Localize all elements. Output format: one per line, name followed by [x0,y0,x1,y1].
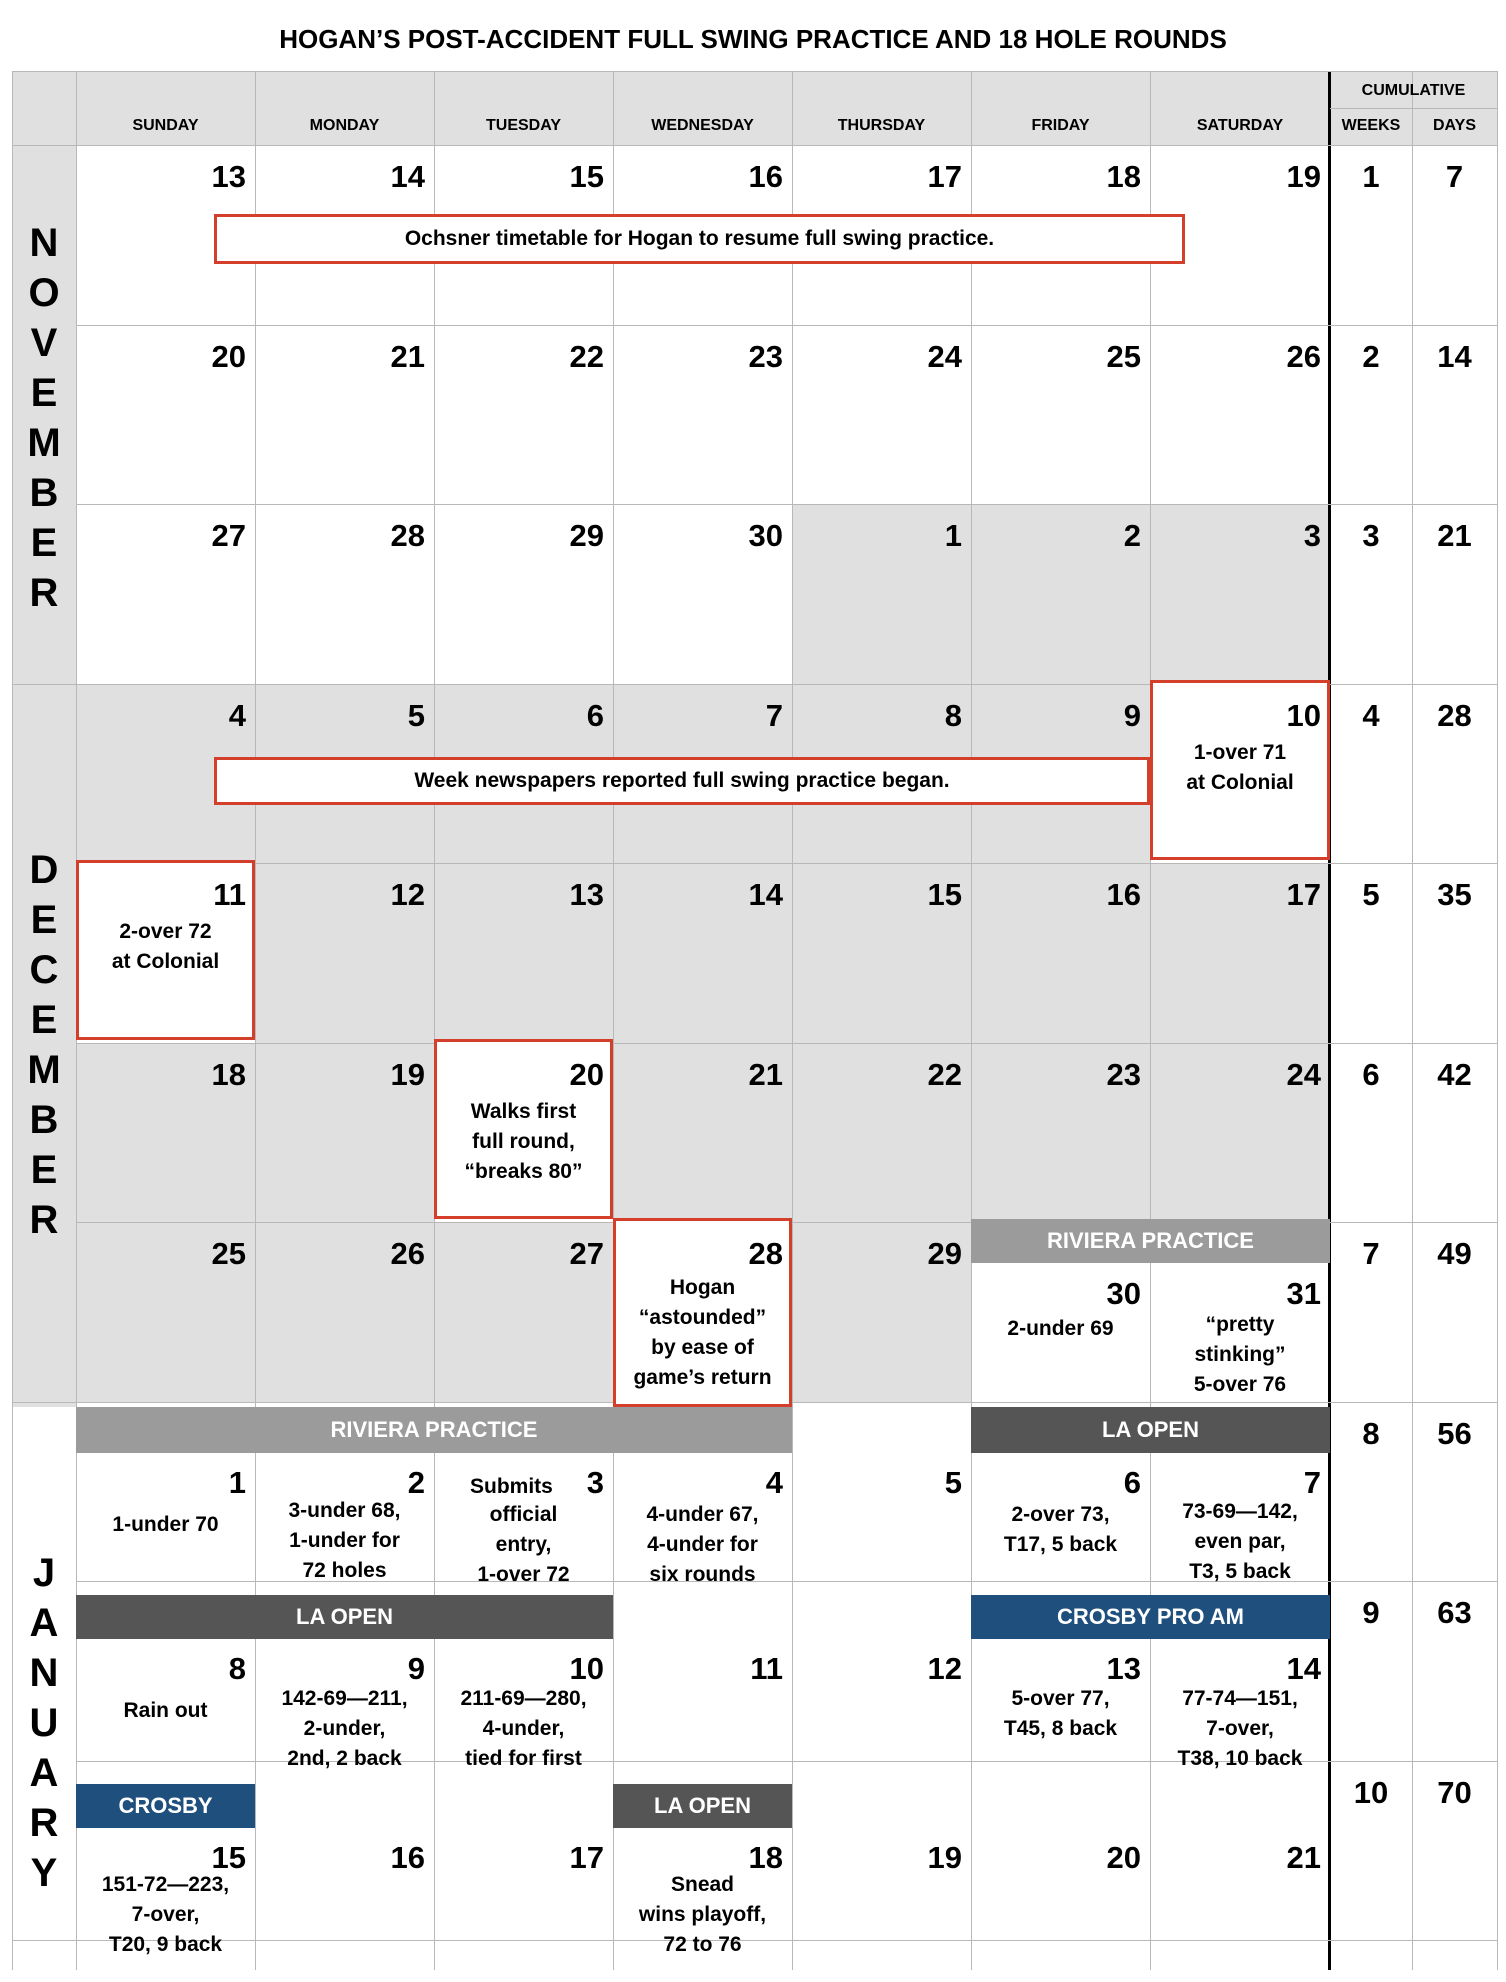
date-number: 26 [390,1236,425,1271]
date-number: 14 [1286,1651,1321,1686]
event-banner: RIVIERA PRACTICE [971,1219,1330,1263]
date-number: 31 [1286,1276,1321,1311]
cumulative-days: 63 [1437,1595,1472,1630]
date-number: 6 [1123,1465,1141,1500]
date-number: 9 [1123,698,1141,733]
day-note: 2-under 69 [1007,1317,1114,1340]
day-note: Rain out [123,1699,208,1722]
day-note: Submits [470,1475,553,1498]
day-header: SATURDAY [1196,117,1284,134]
date-number: 21 [748,1057,783,1092]
day-note: Walks first full round, “breaks 80” [464,1100,583,1183]
day-note: 73-69—142, even par, T3, 5 back [1182,1500,1298,1583]
weeks-header: WEEKS [1341,117,1401,134]
date-number: 15 [569,159,604,194]
date-number: 7 [1303,1465,1321,1500]
day-note: 151-72—223, 7-over, T20, 9 back [101,1873,230,1956]
date-number: 1 [228,1465,246,1500]
date-number: 11 [213,877,246,912]
date-number: 10 [1286,698,1321,733]
grid-line [12,71,1497,72]
event-banner: CROSBY PRO AM [971,1595,1330,1639]
date-number: 13 [569,877,604,912]
cumulative-weeks: 5 [1362,877,1380,912]
date-number: 29 [927,1236,962,1271]
grid-line [1497,71,1498,1970]
day-note: 4-under 67, 4-under for six rounds [646,1503,759,1586]
date-number: 10 [569,1651,604,1686]
day-note: 5-over 77, T45, 8 back [1003,1687,1118,1740]
date-number: 20 [569,1057,604,1092]
date-number: 24 [927,339,962,374]
date-number: 12 [927,1651,962,1686]
date-number: 3 [1303,518,1321,553]
month-label-january: J A N U A R Y [29,1551,59,1895]
date-number: 27 [569,1236,604,1271]
cumulative-days: 28 [1437,698,1472,733]
cumulative-days: 7 [1445,159,1464,194]
page-title: HOGAN’S POST-ACCIDENT FULL SWING PRACTICE AND 18 HOLE ROUNDS [279,24,1227,54]
date-number: 26 [1286,339,1321,374]
month-label-november: N O V E M B E R [27,221,61,615]
date-number: 30 [748,518,783,553]
day-note: “pretty stinking” 5-over 76 [1193,1313,1287,1396]
date-number: 20 [1106,1840,1141,1875]
cumulative-header: CUMULATIVE [1361,82,1466,99]
date-number: 3 [586,1465,604,1500]
date-number: 28 [748,1236,783,1271]
date-number: 23 [1106,1057,1141,1092]
grid-line [1330,108,1497,109]
cumulative-weeks: 3 [1362,518,1380,553]
date-number: 13 [211,159,246,194]
day-header: FRIDAY [1031,117,1090,134]
date-number: 18 [1106,159,1141,194]
cumulative-days: 70 [1437,1775,1472,1810]
grid-line [76,863,1497,864]
date-number: 22 [927,1057,962,1092]
event-banner: LA OPEN [76,1595,613,1639]
date-number: 4 [765,1465,783,1500]
cumulative-weeks: 7 [1362,1236,1380,1271]
day-note: 77-74—151, 7-over, T38, 10 back [1177,1687,1303,1770]
date-number: 27 [211,518,246,553]
date-number: 20 [211,339,246,374]
date-number: 4 [228,698,246,733]
cumulative-days: 49 [1437,1236,1472,1271]
date-number: 9 [407,1651,425,1686]
event-banner: LA OPEN [971,1407,1330,1453]
month-label-december: D E C E M B E R [27,848,61,1242]
date-number: 7 [765,698,783,733]
event-banner: RIVIERA PRACTICE [76,1407,792,1453]
date-number: 28 [390,518,425,553]
date-number: 25 [211,1236,246,1271]
date-number: 18 [748,1840,783,1875]
day-note: 2-over 73, T17, 5 back [1003,1503,1118,1556]
ochsner-span-box: Ochsner timetable for Hogan to resume full swing practice. [214,214,1185,264]
date-number: 24 [1286,1057,1321,1092]
date-number: 15 [211,1840,246,1875]
day-note: Hogan “astounded” by ease of game’s return [633,1276,772,1389]
day-header: TUESDAY [486,117,561,134]
day-note: 2-over 72 at Colonial [111,920,220,973]
day-header: SUNDAY [132,117,199,134]
day-header: MONDAY [309,117,380,134]
cumulative-weeks: 4 [1362,698,1380,733]
event-banner: LA OPEN [613,1784,792,1828]
date-number: 8 [944,698,962,733]
cumulative-weeks: 1 [1362,159,1380,194]
date-number: 19 [390,1057,425,1092]
date-number: 5 [407,698,425,733]
date-number: 1 [944,518,962,553]
day-note: 211-69—280, 4-under, tied for first [460,1687,587,1770]
cumulative-days: 14 [1437,339,1472,374]
date-number: 23 [748,339,783,374]
day-note: 1-under 70 [112,1513,219,1536]
date-number: 16 [748,159,783,194]
date-number: 19 [1286,159,1321,194]
newspapers-span-box: Week newspapers reported full swing practice began. [214,757,1150,805]
cumulative-days: 56 [1437,1416,1472,1451]
date-number: 17 [927,159,962,194]
date-number: 17 [1286,877,1321,912]
cumulative-weeks: 6 [1362,1057,1380,1092]
date-number: 17 [569,1840,604,1875]
date-number: 22 [569,339,604,374]
date-number: 30 [1106,1276,1141,1311]
date-number: 15 [927,877,962,912]
date-number: 2 [1123,518,1141,553]
date-number: 25 [1106,339,1141,374]
date-number: 5 [944,1465,962,1500]
date-number: 6 [586,698,604,733]
date-number: 8 [228,1651,246,1686]
day-note: official entry, 1-over 72 [477,1503,570,1586]
grid-line [12,145,1497,146]
day-header: WEDNESDAY [651,117,754,134]
day-note: 1-over 71 at Colonial [1186,741,1294,794]
date-number: 14 [748,877,783,912]
day-note: 142-69—211, 2-under, 2nd, 2 back [281,1687,408,1770]
grid-line [76,325,1497,326]
cumulative-weeks: 8 [1362,1416,1380,1451]
date-number: 14 [390,159,425,194]
day-note: Snead wins playoff, 72 to 76 [638,1873,767,1956]
day-note: 3-under 68, 1-under for 72 holes [288,1499,401,1582]
cumulative-weeks: 9 [1362,1595,1380,1630]
cumulative-weeks: 2 [1362,339,1380,374]
grid-line [76,504,1497,505]
cumulative-days: 21 [1437,518,1472,553]
cumulative-days: 35 [1437,877,1472,912]
date-number: 18 [211,1057,246,1092]
day-header: THURSDAY [837,117,926,134]
cumulative-days: 42 [1437,1057,1472,1092]
date-number: 21 [1286,1840,1321,1875]
date-number: 2 [407,1465,425,1500]
date-number: 12 [390,877,425,912]
date-number: 19 [927,1840,962,1875]
days-header: DAYS [1433,117,1476,134]
grid-line [76,1043,1497,1044]
date-number: 13 [1106,1651,1141,1686]
date-number: 11 [750,1651,783,1686]
cumulative-weeks: 10 [1353,1775,1389,1810]
date-number: 16 [1106,877,1141,912]
event-banner: CROSBY [76,1784,255,1828]
date-number: 16 [390,1840,425,1875]
date-number: 21 [390,339,425,374]
date-number: 29 [569,518,604,553]
